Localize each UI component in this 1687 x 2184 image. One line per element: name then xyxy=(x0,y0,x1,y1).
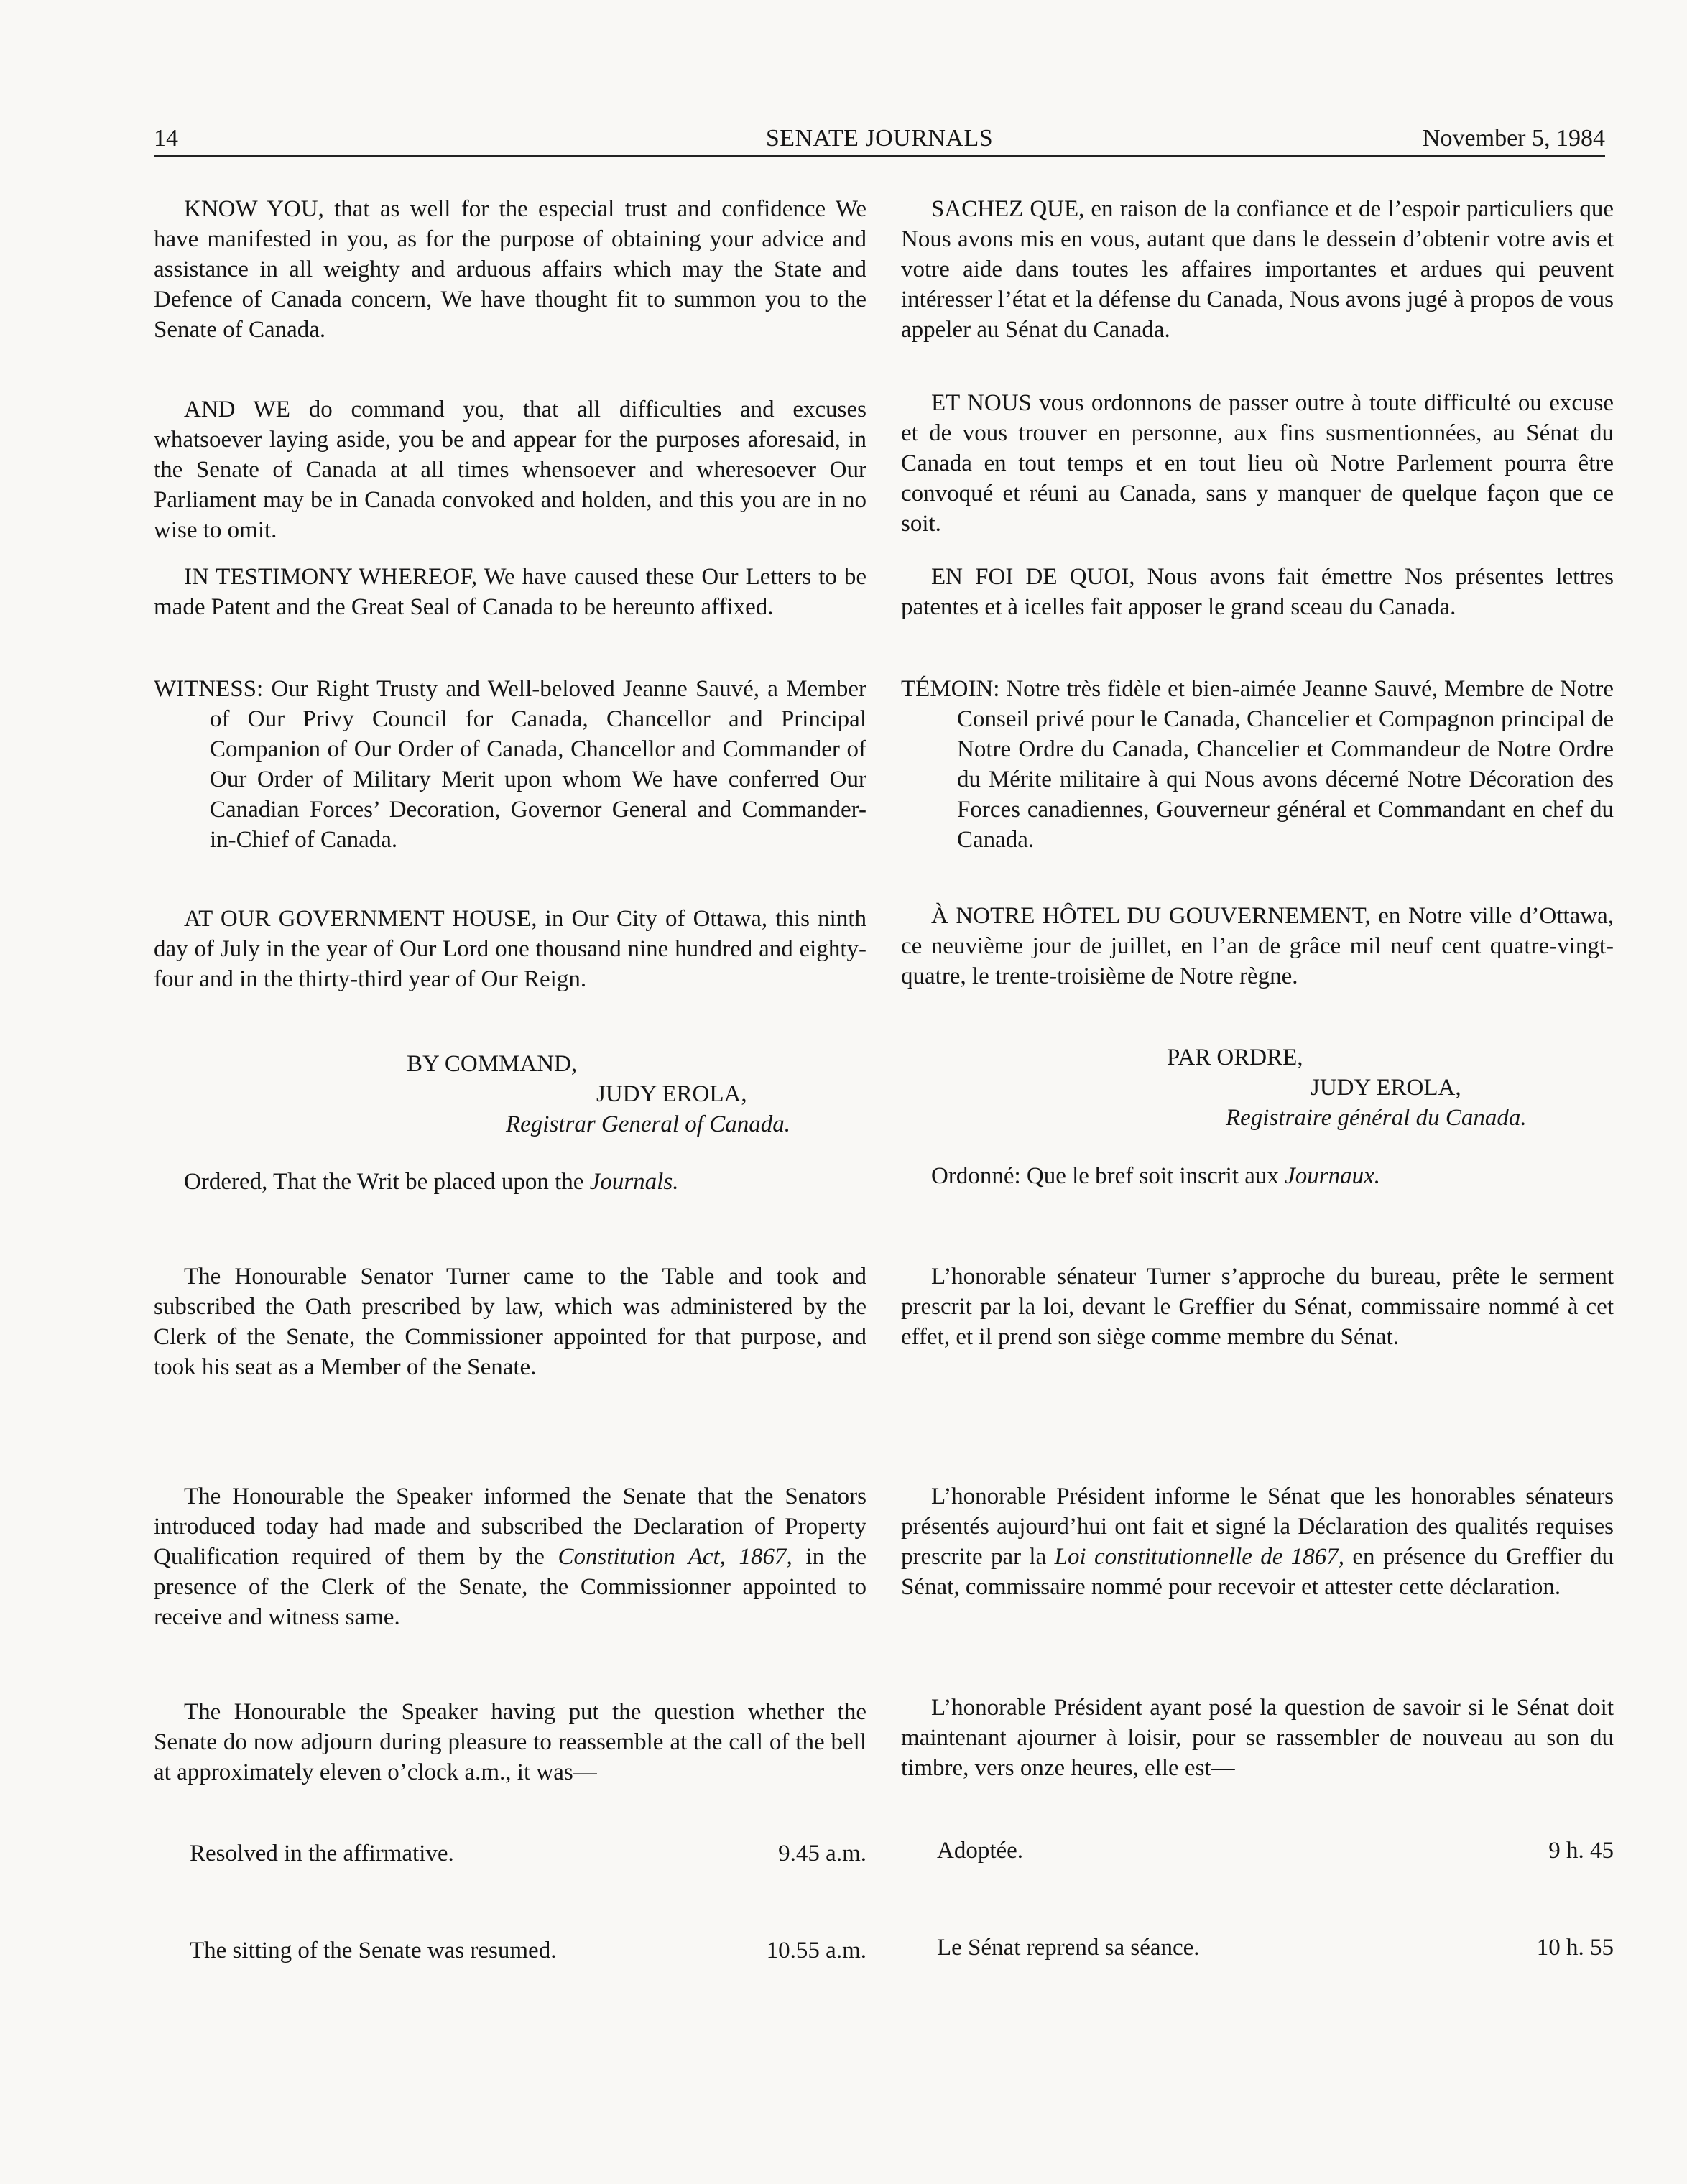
temoin-paragraph: TÉMOIN: Notre très fidèle et bien-aimée Jeanne Sauvé, Membre de Notre Conseil privé pour le Canada, Chancelier et Compagnon principal de Notre Ordre du Canada, Chancelier et Commandeur de Notre Ordre du Mérite militaire à qui Nous avons décerné Notre Décoration des Forces canadiennes, Gouverneur général et Commandant en chef du Canada. xyxy=(901,676,1614,853)
by-command: BY COMMAND, xyxy=(407,1051,578,1077)
journal-page: SENATE JOURNALS 14 November 5, 1984 KNOW YOU, that as well for the especial trust and confidence We have manifested in you, as for the purpose of obtaining your advice and assistance in all weighty and arduous affairs which may the State and Defence of Canada concern, We have thought fit to summon you to the Senate of Canada. AND WE do command you, that all difficulties and excuses whatsoever laying aside, you be and appear for the purposes aforesaid, in the Senate of Canada at all times whensoever and wheresoever Our Parliament may be in Canada convoked and holden, and this you are in no wise to omit. IN TESTIMONY WHEREOF, We have caused these Our Letters to be made Patent and the Great Seal of Canada to be hereunto affixed. WITNESS: Our Right Trusty and Well-beloved Jeanne Sauvé, a Member of Our Privy Council for Canada, Chancellor and Principal Companion of Our Order of Canada, Chancellor and Commander of Our Order of Military Merit upon whom We have conferred Our Canadian Forces’ Decoration, Governor General and Commander-in-Chief of Canada. AT OUR GOVERNMENT HOUSE, in Our City of Ottawa, this ninth day of July in the year of Our Lord one thousand nine hundred and eighty-four and in the thirty-third year of Our Reign. BY COMMAND, JUDY EROLA, Registrar General of Canada. Ordered, That the Writ be placed upon the Journals. The Honourable Senator Turner came to the Table and took and subscribed the Oath prescribed by law, which was administered by the Clerk of the Senate, the Commissioner appointed for that purpose, and took his seat as a Member of the Senate. The Honourable the Speaker informed the Senate that the Senators introduced today had made and subscribed the Declaration of Property Qualification required of them by the Constitution Act, 1867, in the presence of the Clerk of the Senate, the Commissionner appointed to receive and witness same. The Honourable the Speaker having put the question whether the Senate do now adjourn during pleasure to reassemble at the call of the bell at approximately eleven o’clock a.m., it was— Resolved in the affirmative. 9.45 a.m. The sitting of the Senate was resumed. 10.55 a.m. SACHEZ QUE, en raison de la confiance et de l’espoir particuliers que Nous avons mis en vous, autant que dans le dessein d’obtenir votre avis et votre aide dans toutes les affaires importantes et ardues qui peuvent intéresser l’état et la défense du Canada, Nous avons jugé à propos de vous appeler au Sénat du Canada. ET NOUS vous ordonnons de passer outre à toute difficulté ou excuse et de vous trouver en personne, aux fins susmentionnées, au Sénat du Canada en tout temps et en tout lieu où Notre Parlement pourra être convoqué et réuni au Canada, sans y manquer de quelque façon que ce soit. EN FOI DE QUOI, Nous avons fait émettre Nos présentes lettres patentes et à icelles fait apposer le grand sceau du Canada. TÉMOIN: Notre très fidèle et bien-aimée Jeanne Sauvé, Membre de Notre Conseil privé pour le Canada, Chancelier et Compagnon principal de Notre Ordre du Canada, Chancelier et Commandeur de Notre Ordre du Mérite militaire à qui Nous avons décerné Notre Décoration des Forces canadiennes, Gouverneur général et Commandant en chef du Canada. À NOTRE HÔTEL DU GOUVERNEMENT, en Notre ville d’Ottawa, ce neuvième jour de juillet, en l’an de grâce mil neuf cent quatre-vingt-quatre, le trente-troisième de Notre règne. PAR ORDRE, JUDY EROLA, Registraire général du Canada. Ordonné: Que le bref soit inscrit aux Journaux. L’honorable sénateur Turner s’approche du bureau, prête le serment prescrit par la loi, devant le Greffier du Sénat, commissaire nommé à cet effet, et il prend son siège comme membre du Sénat. L’honorable Président informe le Sénat que les honorables sénateurs présentés aujourd’hui ont fait et signé la Déclaration des qualités requises prescrite par la Loi constitutionnelle de 1867, en présence du Greffier du Sénat, commissaire nommé pour recevoir et attester cette déclaration. L’honorable Président ayant posé la question de savoir si le Sénat doit maintenant ajourner à loisir, pour se rassembler de nouveau au son du timbre, vers onze heures, elle est— Adoptée. 9 h. 45 Le Sénat reprend sa séance. 10 h. 55 xyxy=(0,0,1687,2184)
command-paragraph: AND WE do command you, that all difficulties and excuses whatsoever laying aside, you be and appear for the purposes aforesaid, in the Senate of Canada at all times whensoever and wheresoever Our Parliament may be in Canada convoked and holden, and this you are in no wise to omit. xyxy=(154,397,866,543)
par-ordre: PAR ORDRE, xyxy=(1167,1045,1303,1070)
know-you-paragraph: KNOW YOU, that as well for the especial trust and confidence We have manifested in you, as for the purpose of obtaining your advice and assistance in all weighty and arduous affairs which may the State and Defence of Canada concern, We have thought fit to summon you to the Senate of Canada. xyxy=(154,196,866,343)
header-rule xyxy=(154,155,1605,157)
sachez-que-paragraph: SACHEZ QUE, en raison de la confiance et de l’espoir particuliers que Nous avons mis en vous, autant que dans le dessein d’obtenir votre avis et votre aide dans toutes les affaires importantes et ardues qui peuvent intéresser l’état et la défense du Canada, Nous avons jugé à propos de vous appeler au Sénat du Canada. xyxy=(901,196,1614,343)
signatory-name: JUDY EROLA, xyxy=(596,1081,747,1107)
government-house-paragraph: AT OUR GOVERNMENT HOUSE, in Our City of Ottawa, this ninth day of July in the year of Our Lord one thousand nine hundred and eighty-four and in the thirty-third year of Our Reign. xyxy=(154,906,866,992)
ordonne-paragraph: Ordonné: Que le bref soit inscrit aux Journaux. xyxy=(931,1163,1381,1189)
hotel-paragraph: À NOTRE HÔTEL DU GOUVERNEMENT, en Notre ville d’Ottawa, ce neuvième jour de juillet, en l’an de grâce mil neuf cent quatre-vingt-quatre, le trente-troisième de Notre règne. xyxy=(901,903,1614,989)
ordered-paragraph: Ordered, That the Writ be placed upon the Journals. xyxy=(184,1169,679,1195)
signature-block xyxy=(154,1049,866,1139)
signatory-name-fr: JUDY EROLA, xyxy=(1311,1075,1461,1101)
page-number: 14 xyxy=(154,125,178,152)
adjourn-paragraph: The Honourable the Speaker having put the question whether the Senate do now adjourn during pleasure to reassemble at the call of the bell at approximately eleven o’clock a.m., it was— xyxy=(154,1699,866,1785)
oath-paragraph: The Honourable Senator Turner came to the Table and took and subscribed the Oath prescribed by law, which was administered by the Clerk of the Senate, the Commissioner appointed for that purpose, and took his seat as a Member of the Senate. xyxy=(154,1264,866,1380)
signatory-title-fr: Registraire général du Canada. xyxy=(1226,1105,1527,1131)
witness-paragraph: WITNESS: Our Right Trusty and Well-beloved Jeanne Sauvé, a Member of Our Privy Council for Canada, Chancellor and Principal Companion of Our Order of Canada, Chancellor and Commander of Our Order of Military Merit upon whom We have conferred Our Canadian Forces’ Decoration, Governor General and Commander-in-Chief of Canada. xyxy=(154,676,866,853)
testimony-paragraph: IN TESTIMONY WHEREOF, We have caused these Our Letters to be made Patent and the Great Seal of Canada to be hereunto affixed. xyxy=(154,564,866,620)
en-foi-paragraph: EN FOI DE QUOI, Nous avons fait émettre Nos présentes lettres patentes et à icelles fait apposer le grand sceau du Canada. xyxy=(901,564,1614,620)
signatory-title: Registrar General of Canada. xyxy=(506,1111,790,1137)
signature-block-fr xyxy=(901,1042,1614,1133)
et-nous-paragraph: ET NOUS vous ordonnons de passer outre à toute difficulté ou excuse et de vous trouver en personne, aux fins susmentionnées, au Sénat du Canada en tout temps et en tout lieu où Notre Parlement pourra être convoqué et réuni au Canada, sans y manquer de quelque façon que ce soit. xyxy=(901,390,1614,537)
page-header xyxy=(154,121,1605,157)
ajourner-paragraph: L’honorable Président ayant posé la question de savoir si le Sénat doit maintenant ajourner à loisir, pour se rassembler de nouveau au son du timbre, vers onze heures, elle est— xyxy=(901,1695,1614,1781)
serment-paragraph: L’honorable sénateur Turner s’approche du bureau, prête le serment prescrit par la loi, devant le Greffier du Sénat, commissaire nommé à cet effet, et il prend son siège comme membre du Sénat. xyxy=(901,1264,1614,1350)
declaration-paragraph: L’honorable Président informe le Sénat que les honorables sénateurs présentés aujourd’hui ont fait et signé la Déclaration des qualités requises prescrite par la Loi constitutionnelle de 1867, en présence du Greffier du Sénat, commissaire nommé pour recevoir et attester cette déclaration. xyxy=(901,1484,1614,1600)
qualification-paragraph: The Honourable the Speaker informed the Senate that the Senators introduced today had made and subscribed the Declaration of Property Qualification required of them by the Constitution Act, 1867, in the presence of the Clerk of the Senate, the Commissionner appointed to receive and witness same. xyxy=(154,1484,866,1630)
journal-title: SENATE JOURNALS xyxy=(765,125,994,152)
journal-date: November 5, 1984 xyxy=(1422,125,1605,152)
